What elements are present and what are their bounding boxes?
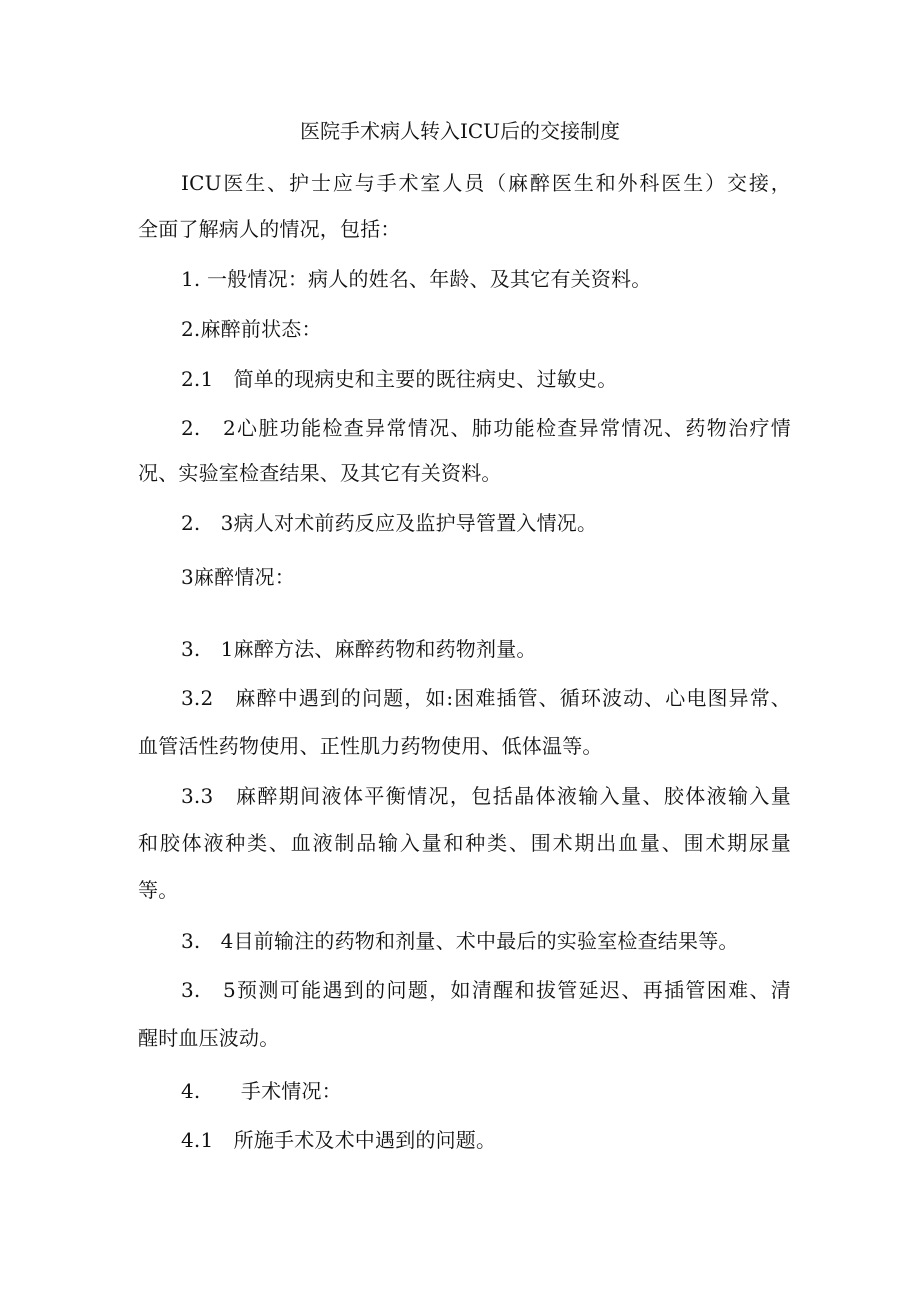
item-3-2-line-2: 血管活性药物使用、正性肌力药物使用、低体温等。 <box>138 734 603 758</box>
item-2-1: 2.1 简单的现病史和主要的既往病史、过敏史。 <box>181 367 618 391</box>
document-title: 医院手术病人转入ICU后的交接制度 <box>299 119 621 143</box>
item-2-2-line-1: 2. 2心脏功能检查异常情况、肺功能检查异常情况、药物治疗情 <box>181 416 791 440</box>
item-3-1: 3. 1麻醉方法、麻醉药物和药物剂量。 <box>181 637 537 661</box>
item-3-3-line-1: 3.3 麻醉期间液体平衡情况，包括晶体液输入量、胶体液输入量 <box>181 784 791 808</box>
item-3-3-line-2: 和胶体液种类、血液制品输入量和种类、围术期出血量、围术期尿量 <box>138 831 791 855</box>
item-3-5-line-1: 3. 5预测可能遇到的问题，如清醒和拔管延迟、再插管困难、清 <box>181 978 791 1002</box>
intro-line-2: 全面了解病人的情况，包括： <box>138 217 401 241</box>
item-1: 1. 一般情况：病人的姓名、年龄、及其它有关资料。 <box>181 267 652 291</box>
item-2-3: 2. 3病人对术前药反应及监护导管置入情况。 <box>181 511 598 535</box>
item-2-heading: 2.麻醉前状态： <box>181 317 322 341</box>
intro-line-1: ICU医生、护士应与手术室人员（麻醉医生和外科医生）交接， <box>181 171 791 195</box>
item-4-1: 4.1 所施手术及术中遇到的问题。 <box>181 1128 497 1152</box>
item-3-heading: 3麻醉情况： <box>181 565 295 589</box>
item-3-2-line-1: 3.2 麻醉中遇到的问题，如:困难插管、循环波动、心电图异常、 <box>181 686 791 710</box>
item-3-5-line-2: 醒时血压波动。 <box>138 1026 280 1050</box>
item-3-3-line-3: 等。 <box>138 878 179 902</box>
item-4-heading: 4. 手术情况： <box>181 1079 342 1103</box>
item-2-2-line-2: 况、实验室检查结果、及其它有关资料。 <box>138 461 502 485</box>
item-3-4: 3. 4目前输注的药物和剂量、术中最后的实验室检查结果等。 <box>181 929 739 953</box>
